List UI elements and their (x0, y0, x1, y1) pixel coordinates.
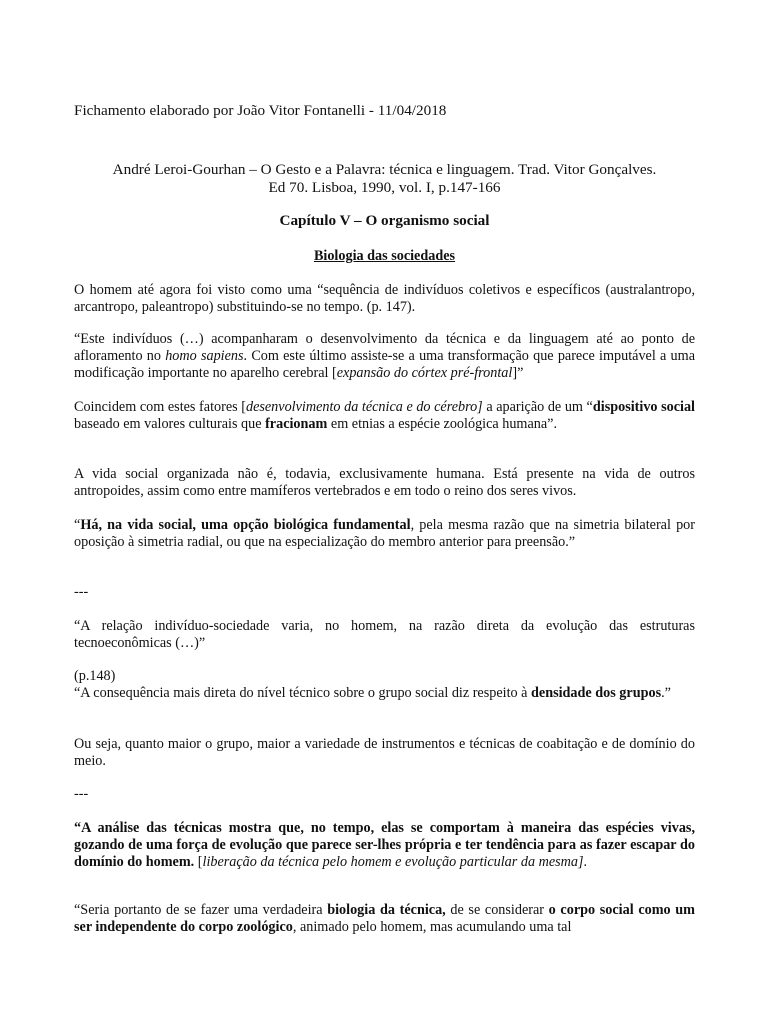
paragraph-8: Ou seja, quanto maior o grupo, maior a variedade de instrumentos e técnicas de coabitação e de domínio do meio. (74, 736, 695, 769)
separator-1: --- (74, 584, 89, 600)
section-title-wrap (74, 248, 695, 265)
reference-line-1: André Leroi-Gourhan – O Gesto e a Palavra: técnica e linguagem. Trad. Vitor Gonçalves. (112, 161, 657, 178)
paragraph-2: “Este indivíduos (…) acompanharam o desenvolvimento da técnica e da linguagem até ao ponto de afloramento no homo sapiens. Com este último assiste-se a uma transformação que parece imputável a uma modificação importante no aparelho cerebral [expansão do córtex pré-frontal]” (74, 331, 695, 381)
paragraph-9: “A análise das técnicas mostra que, no tempo, elas se comportam à maneira das espécies vivas, gozando de uma força de evolução que parece ser-lhes própria e ter tendência para as fazer escapar do domínio do homem. [liberação da técnica pelo homem e evolução particular da mesma]. (74, 820, 695, 870)
chapter-title: Capítulo V – O organismo social (279, 212, 490, 229)
page-reference: (p.148) (74, 668, 116, 684)
paragraph-4: A vida social organizada não é, todavia, exclusivamente humana. Está presente na vida de outros antropoides, assim como entre mamíferos vertebrados e em todo o reino dos seres vivos. (74, 466, 695, 499)
section-title: Biologia das sociedades (313, 248, 456, 264)
separator-2: --- (74, 786, 89, 802)
bibliographic-reference (74, 161, 695, 197)
document-header: Fichamento elaborado por João Vitor Fontanelli - 11/04/2018 (74, 102, 447, 119)
reference-line-2: Ed 70. Lisboa, 1990, vol. I, p.147-166 (268, 179, 501, 196)
paragraph-6: “A relação indivíduo-sociedade varia, no homem, na razão direta da evolução das estruturas tecnoeconômicas (…)” (74, 618, 695, 651)
paragraph-5: “Há, na vida social, uma opção biológica fundamental, pela mesma razão que na simetria bilateral por oposição à simetria radial, ou que na especialização do membro anterior para preensão.” (74, 517, 695, 550)
paragraph-10: “Seria portanto de se fazer uma verdadeira biologia da técnica, de se considerar o corpo social como um ser independente do corpo zoológico, animado pelo homem, mas acumulando uma tal (74, 902, 695, 935)
paragraph-1: O homem até agora foi visto como uma “sequência de indivíduos coletivos e específicos (australantropo, arcantropo, paleantropo) substituindo-se no tempo. (p. 147). (74, 282, 695, 315)
paragraph-3: Coincidem com estes fatores [desenvolvimento da técnica e do cérebro] a aparição de um “dispositivo social baseado em valores culturais que fracionam em etnias a espécie zoológica humana”. (74, 399, 695, 432)
paragraph-7: (p.148) “A consequência mais direta do nível técnico sobre o grupo social diz respeito à densidade dos grupos.” (74, 668, 695, 702)
